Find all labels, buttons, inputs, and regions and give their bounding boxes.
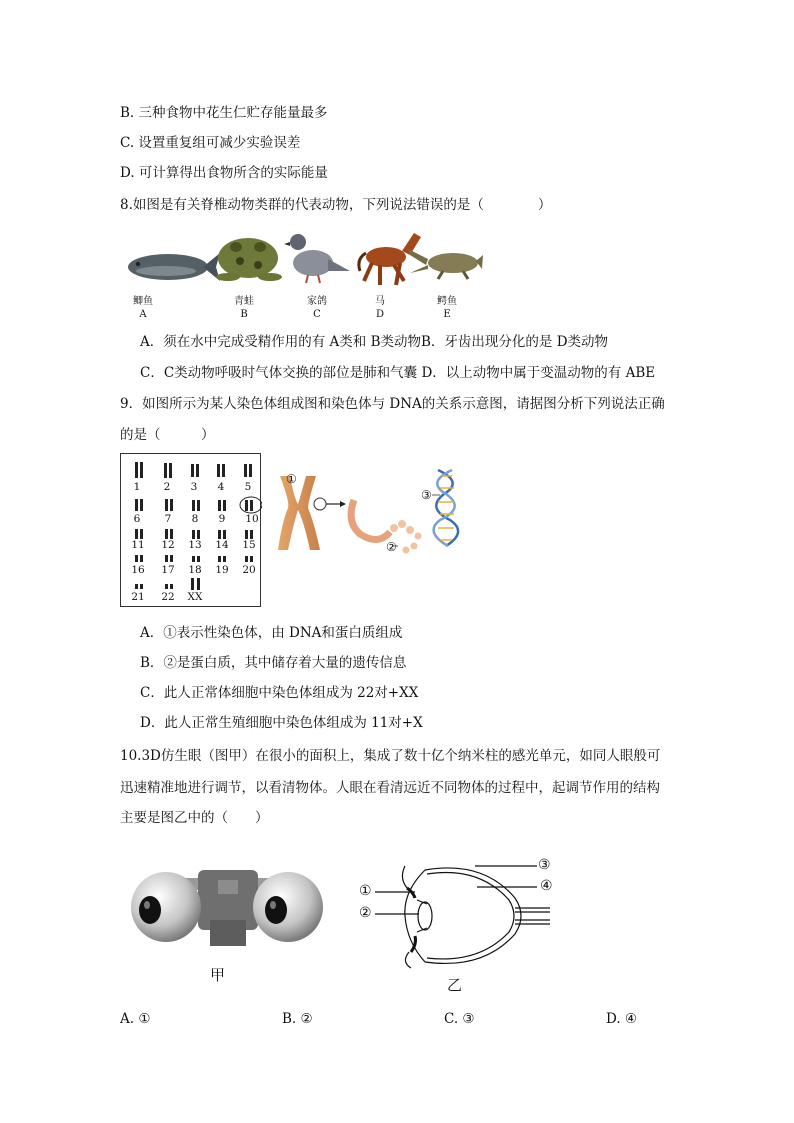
karyotype-number: 4 — [217, 481, 225, 493]
q10-option-d: D. ④ — [606, 1011, 638, 1027]
karyotype-number: 12 — [161, 539, 175, 551]
karyotype-number: 3 — [190, 481, 198, 493]
animal-name-e: 鳄鱼 — [437, 296, 457, 307]
marker-3: ③ — [421, 488, 432, 502]
karyotype-number: 10 — [245, 513, 259, 525]
karyotype-number: 17 — [161, 564, 175, 576]
karyotype-number: 18 — [188, 564, 202, 576]
crocodile-illustration — [408, 249, 483, 279]
karyotype-number: XX — [187, 591, 203, 603]
karyotype-number: 13 — [188, 539, 202, 551]
eye-structure-diagram — [355, 852, 560, 970]
vertebrate-animals-image — [118, 225, 483, 295]
karyotype-number: 11 — [131, 539, 145, 551]
q7-option-d: D. 可计算得出食物所含的实际能量 — [120, 165, 328, 181]
animal-name-c: 家鸽 — [307, 296, 327, 307]
q9-option-b: B．②是蛋白质，其中储存着大量的遗传信息 — [140, 655, 407, 671]
marker-2: ② — [386, 540, 397, 554]
eye-marker-3: ③ — [538, 857, 551, 873]
animal-name-a: 鲫鱼 — [133, 296, 153, 307]
karyotype-number: 6 — [133, 513, 141, 525]
karyotype-number: 20 — [242, 564, 256, 576]
q9-stem-line-1: 9．如图所示为某人染色体组成图和染色体与 DNA的关系示意图，请据图分析下列说法正确 — [120, 396, 665, 412]
marker-1: ① — [286, 472, 297, 486]
q9-stem-line-2: 的是（ ） — [120, 427, 215, 443]
q7-option-b: B. 三种食物中花生仁贮存能量最多 — [120, 105, 328, 121]
karyotype-chromosomes — [121, 454, 262, 608]
karyotype-number: 2 — [163, 481, 171, 493]
q8-options-line-1: A．须在水中完成受精作用的有 A类和 B类动物B．牙齿出现分化的是 D类动物 — [140, 334, 609, 350]
chromosome-dna-diagram — [268, 462, 473, 562]
karyotype-number: 5 — [244, 481, 252, 493]
eye-marker-1: ① — [359, 883, 372, 899]
animal-letter-a: A — [139, 309, 147, 320]
eye-marker-4: ④ — [540, 878, 553, 894]
q10-option-c: C. ③ — [444, 1011, 475, 1027]
q10-option-a: A. ① — [120, 1011, 151, 1027]
eye-marker-2: ② — [359, 905, 372, 921]
q10-option-b: B. ② — [282, 1011, 313, 1027]
dna-helix — [434, 470, 459, 546]
animal-letter-b: B — [240, 309, 248, 320]
animal-letter-d: D — [375, 309, 385, 320]
animal-name-b: 青蛙 — [234, 296, 254, 307]
figure-label-jia: 甲 — [210, 966, 226, 984]
q7-option-c: C. 设置重复组可减少实验误差 — [120, 135, 301, 151]
bionic-eye-image — [128, 860, 328, 955]
fish-illustration — [128, 253, 220, 281]
q9-option-d: D．此人正常生殖细胞中染色体组成为 11对+X — [140, 715, 423, 731]
karyotype-number: 21 — [131, 591, 145, 603]
coiled-fiber — [351, 500, 390, 540]
karyotype-figure — [120, 453, 261, 607]
q10-stem-line-3: 主要是图乙中的（ ） — [120, 810, 269, 826]
chromosome-shape — [278, 476, 320, 550]
q8-options-line-2: C．C类动物呼吸时气体交换的部位是肺和气囊 D．以上动物中属于变温动物的有 ABE — [140, 365, 656, 381]
pigeon-illustration — [284, 234, 350, 283]
karyotype-number: 7 — [164, 513, 172, 525]
karyotype-number: 19 — [215, 564, 229, 576]
animal-name-d: 马 — [375, 296, 385, 307]
karyotype-number: 16 — [131, 564, 145, 576]
q10-stem-line-2: 迅速精准地进行调节，以看清物体。人眼在看清远近不同物体的过程中，起调节作用的结构 — [120, 780, 660, 796]
q8-stem: 8.如图是有关脊椎动物类群的代表动物，下列说法错误的是（ ） — [120, 197, 552, 213]
karyotype-number: 15 — [242, 539, 256, 551]
q9-option-a: A．①表示性染色体，由 DNA和蛋白质组成 — [140, 625, 403, 641]
animal-letter-c: C — [313, 309, 321, 320]
horse-illustration — [359, 233, 421, 285]
karyotype-number: 8 — [191, 513, 199, 525]
karyotype-number: 14 — [215, 539, 229, 551]
figure-label-yi: 乙 — [447, 976, 463, 994]
q9-option-c: C．此人正常体细胞中染色体组成为 22对+XX — [140, 685, 419, 701]
animal-letter-e: E — [443, 309, 451, 320]
karyotype-number: 22 — [161, 591, 175, 603]
q10-stem-line-1: 10.3D仿生眼（图甲）在很小的面积上，集成了数十亿个纳米柱的感光单元，如同人眼般可 — [120, 748, 661, 764]
karyotype-number: 9 — [218, 513, 226, 525]
karyotype-number: 1 — [133, 481, 141, 493]
frog-illustration — [216, 238, 282, 281]
